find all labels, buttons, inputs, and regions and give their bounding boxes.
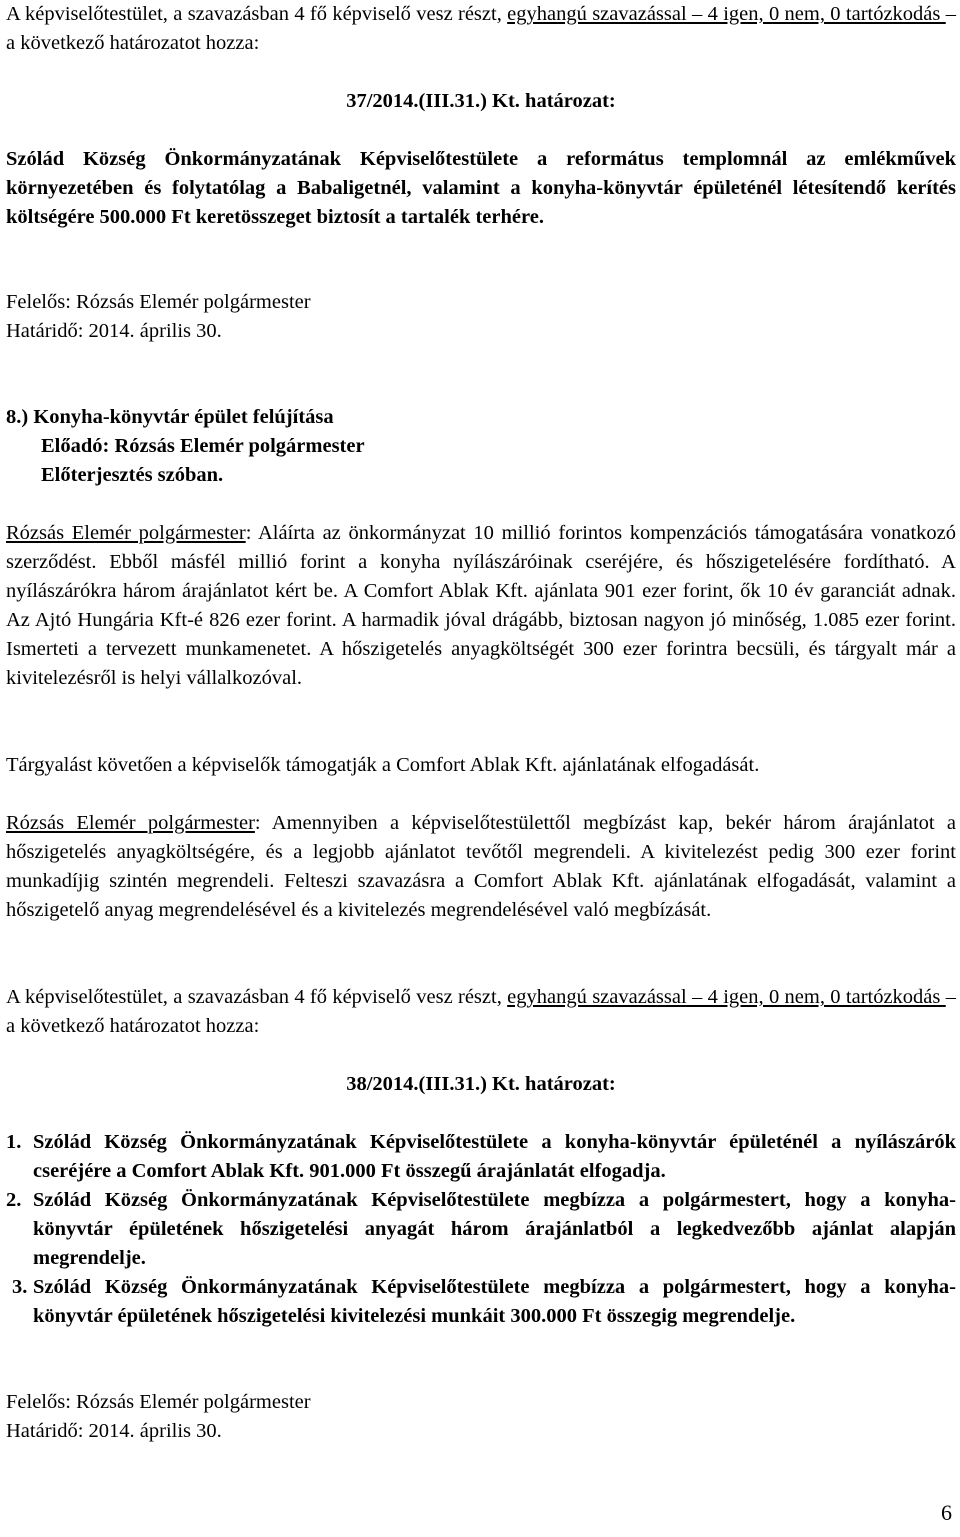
vote-statement-2 — [6, 983, 956, 1041]
speech-mayor-1 — [6, 519, 956, 693]
resolution-38-title: 38/2014.(III.31.) Kt. határozat: — [346, 1073, 616, 1095]
speech-mayor-2 — [6, 809, 956, 925]
resolution-37-responsible: Felelős: Rózsás Elemér polgármester — [6, 291, 311, 313]
resolution-38-deadline: Határidő: 2014. április 30. — [6, 1420, 222, 1442]
list-item-number: 3. — [12, 1276, 28, 1298]
vote-text: A képviselőtestület, a szavazásban 4 fő képviselő vesz részt, — [6, 3, 508, 25]
agenda-item-8-presenter: Előadó: Rózsás Elemér polgármester — [41, 435, 365, 457]
speech-text: : Aláírta az önkormányzat 10 millió forintos kompenzációs támogatására vonatkozó szerződést. Ebből másfél millió forint a konyha nyílászáróinak cseréjére, és hőszigetelésére fordítható. A nyílászárókra három árajánlatot kért be. A Comfort Ablak Kft. ajánlata 901 ezer forint, ők 10 év garanciát adnak. Az Ajtó Hungária Kft-é 826 ezer forint. A harmadik jóval drágább, biztosan nagyon jó minőség, 1.085 ezer forint. Ismerteti a tervezett munkamenetet. A hőszigetelés anyagköltségét 300 ezer forintra becsüli, és tárgyalt már a kivitelezésről is helyi vállalkozóval. — [6, 522, 956, 689]
vote-text-end: – a következő határozatot hozza: — [6, 986, 956, 1037]
resolution-37-deadline: Határidő: 2014. április 30. — [6, 320, 222, 342]
speech-text: : Amennyiben a képviselőtestülettől megbízást kap, bekér három árajánlatot a hőszigetelés anyagköltségére, és a legjobb ajánlatot tevőtől megrendeli. A kivitelezést pedig 300 ezer forint munkadíjig szintén megrendeli. Felteszi szavazásra a Comfort Ablak Kft. ajánlatának elfogadását, valamint a hőszigetelő anyag megrendelésével és a kivitelezés megrendelésével való megbízását. — [6, 812, 956, 921]
discussion-summary: Tárgyalást követően a képviselők támogatják a Comfort Ablak Kft. ajánlatának elfogadását. — [6, 754, 760, 776]
list-item-text: Szólád Község Önkormányzatának Képviselőtestülete megbízza a polgármestert, hogy a konyha-könyvtár épületének hőszigetelési kivitelezési munkáit 300.000 Ft összegig megrendelje. — [33, 1276, 956, 1327]
vote-statement-1 — [6, 0, 956, 58]
vote-text-end: – a következő határozatot hozza: — [6, 3, 956, 54]
resolution-37-body: Szólád Község Önkormányzatának Képviselőtestülete a református templomnál az emlékművek környezetében és folytatólag a Babaligetnél, valamint a konyha-könyvtár épületénél létesítendő kerítés költségére 500.000 Ft keretösszeget biztosít a tartalék terhére. — [6, 148, 956, 228]
page-number: 6 — [941, 1500, 952, 1525]
resolution-37-title: 37/2014.(III.31.) Kt. határozat: — [346, 90, 616, 112]
agenda-item-8-proposal: Előterjesztés szóban. — [41, 464, 224, 486]
vote-result-underlined: egyhangú szavazással – 4 igen, 0 nem, 0 tartózkodás — [507, 986, 946, 1008]
list-item-text: Szólád Község Önkormányzatának Képviselőtestülete a konyha-könyvtár épületénél a nyílászárók cseréjére a Comfort Ablak Kft. 901.000 Ft összegű árajánlatát elfogadja. — [33, 1131, 956, 1182]
speaker-name: Rózsás Elemér polgármester — [6, 522, 246, 544]
vote-text: A képviselőtestület, a szavazásban 4 fő képviselő vesz részt, — [6, 986, 508, 1008]
agenda-item-8-heading: 8.) Konyha-könyvtár épület felújítása — [6, 406, 334, 428]
list-item-number: 1. — [6, 1131, 22, 1153]
speaker-name: Rózsás Elemér polgármester — [6, 812, 255, 834]
resolution-38-responsible: Felelős: Rózsás Elemér polgármester — [6, 1391, 311, 1413]
list-item-number: 2. — [6, 1189, 22, 1211]
vote-result-underlined: egyhangú szavazással – 4 igen, 0 nem, 0 tartózkodás — [507, 3, 946, 25]
list-item-text: Szólád Község Önkormányzatának Képviselőtestülete megbízza a polgármestert, hogy a konyha-könyvtár épületének hőszigetelési anyagát három árajánlatból a legkedvezőbb ajánlat alapján megrendelje. — [33, 1189, 956, 1269]
